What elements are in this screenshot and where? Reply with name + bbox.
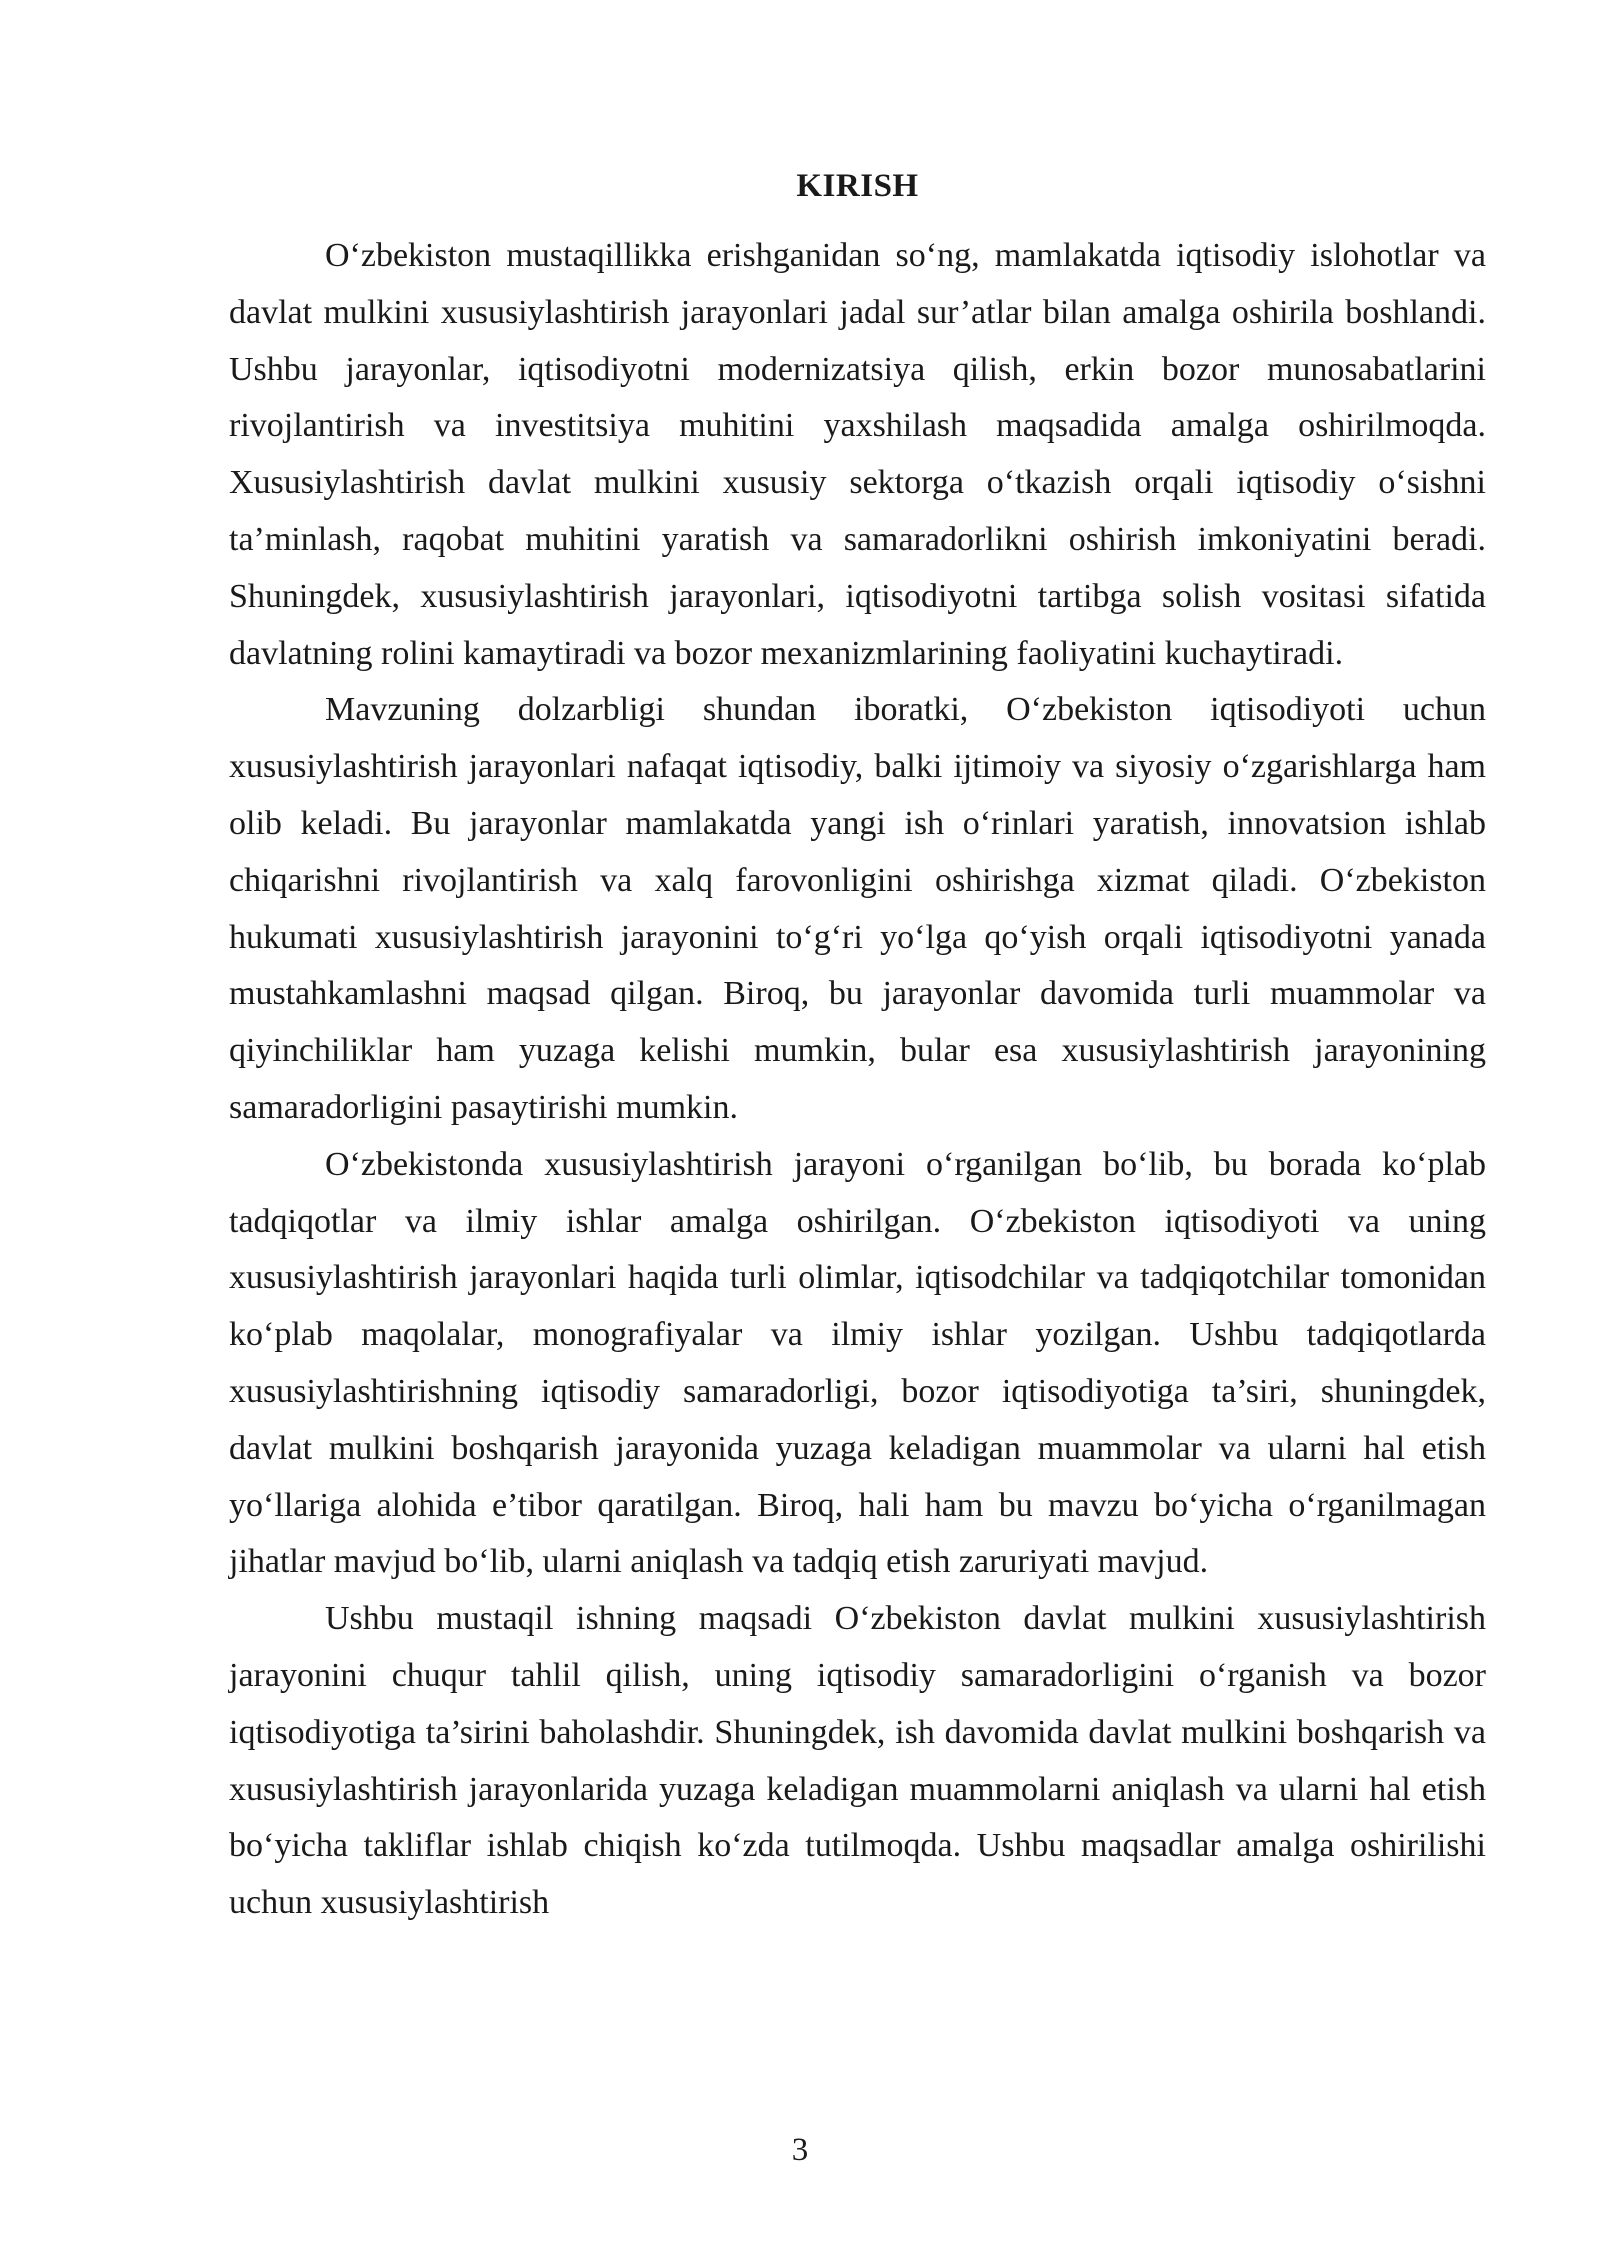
paragraph-objective: Ushbu mustaqil ishning maqsadi O‘zbekiston davlat mulkini xususiylashtirish jarayonini chuqur tahlil qilish, uning iqtisodiy samaradorligini o‘rganish va bozor iqtisodiyotiga ta’sirini baholashdir. Shuningdek, ish davomida davlat mulkini boshqarish va xususiylashtirish jarayonlarida yuzaga keladigan muammolarni aniqlash va ularni hal etish bo‘yicha takliflar ishlab chiqish ko‘zda tutilmoqda. Ushbu maqsadlar amalga oshirilishi uchun xususiylashtirish [229, 1600, 1486, 1922]
paragraph-relevance: Mavzuning dolzarbligi shundan iboratki, O‘zbekiston iqtisodiyoti uchun xususiylashtirish jarayonlari nafaqat iqtisodiy, balki ijtimoiy va siyosiy o‘zgarishlarga ham olib keladi. Bu jarayonlar mamlakatda yangi ish o‘rinlari yaratish, innovatsion ishlab chiqarishni rivojlantirish va xalq farovonligini oshirishga xizmat qiladi. O‘zbekiston hukumati xususiylashtirish jarayonini to‘g‘ri yo‘lga qo‘yish orqali iqtisodiyotni yanada mustahkamlashni maqsad qilgan. Biroq, bu jarayonlar davomida turli muammolar va qiyinchiliklar ham yuzaga kelishi mumkin, bular esa xususiylashtirish jarayonining samaradorligini pasaytirishi mumkin. [229, 691, 1486, 1126]
paragraph-introduction: O‘zbekiston mustaqillikka erishganidan so‘ng, mamlakatda iqtisodiy islohotlar va davlat mulkini xususiylashtirish jarayonlari jadal sur’atlar bilan amalga oshirila boshlandi. Ushbu jarayonlar, iqtisodiyotni modernizatsiya qilish, erkin bozor munosabatlarini rivojlantirish va investitsiya muhitini yaxshilash maqsadida amalga oshirilmoqda. Xususiylashtirish davlat mulkini xususiy sektorga o‘tkazish orqali iqtisodiy o‘sishni ta’minlash, raqobat muhitini yaratish va samaradorlikni oshirish imkoniyatini beradi. Shuningdek, xususiylashtirish jarayonlari, iqtisodiyotni tartibga solish vositasi sifatida davlatning rolini kamaytiradi va bozor mexanizmlarining faoliyatini kuchaytiradi. [229, 237, 1486, 672]
page-number: 3 [791, 2132, 809, 2168]
page-content [229, 160, 1486, 1932]
paragraph-literature-review: O‘zbekistonda xususiylashtirish jarayoni o‘rganilgan bo‘lib, bu borada ko‘plab tadqiqotlar va ilmiy ishlar amalga oshirilgan. O‘zbekiston iqtisodiyoti va uning xususiylashtirish jarayonlari haqida turli olimlar, iqtisodchilar va tadqiqotchilar tomonidan ko‘plab maqolalar, monografiyalar va ilmiy ishlar yozilgan. Ushbu tadqiqotlarda xususiylashtirishning iqtisodiy samaradorligi, bozor iqtisodiyotiga ta’siri, shuningdek, davlat mulkini boshqarish jarayonida yuzaga keladigan muammolar va ularni hal etish yo‘llariga alohida e’tibor qaratilgan. Biroq, hali ham bu mavzu bo‘yicha o‘rganilmagan jihatlar mavjud bo‘lib, ularni aniqlash va tadqiq etish zaruriyati mavjud. [229, 1145, 1486, 1581]
section-title: KIRISH [796, 168, 919, 204]
